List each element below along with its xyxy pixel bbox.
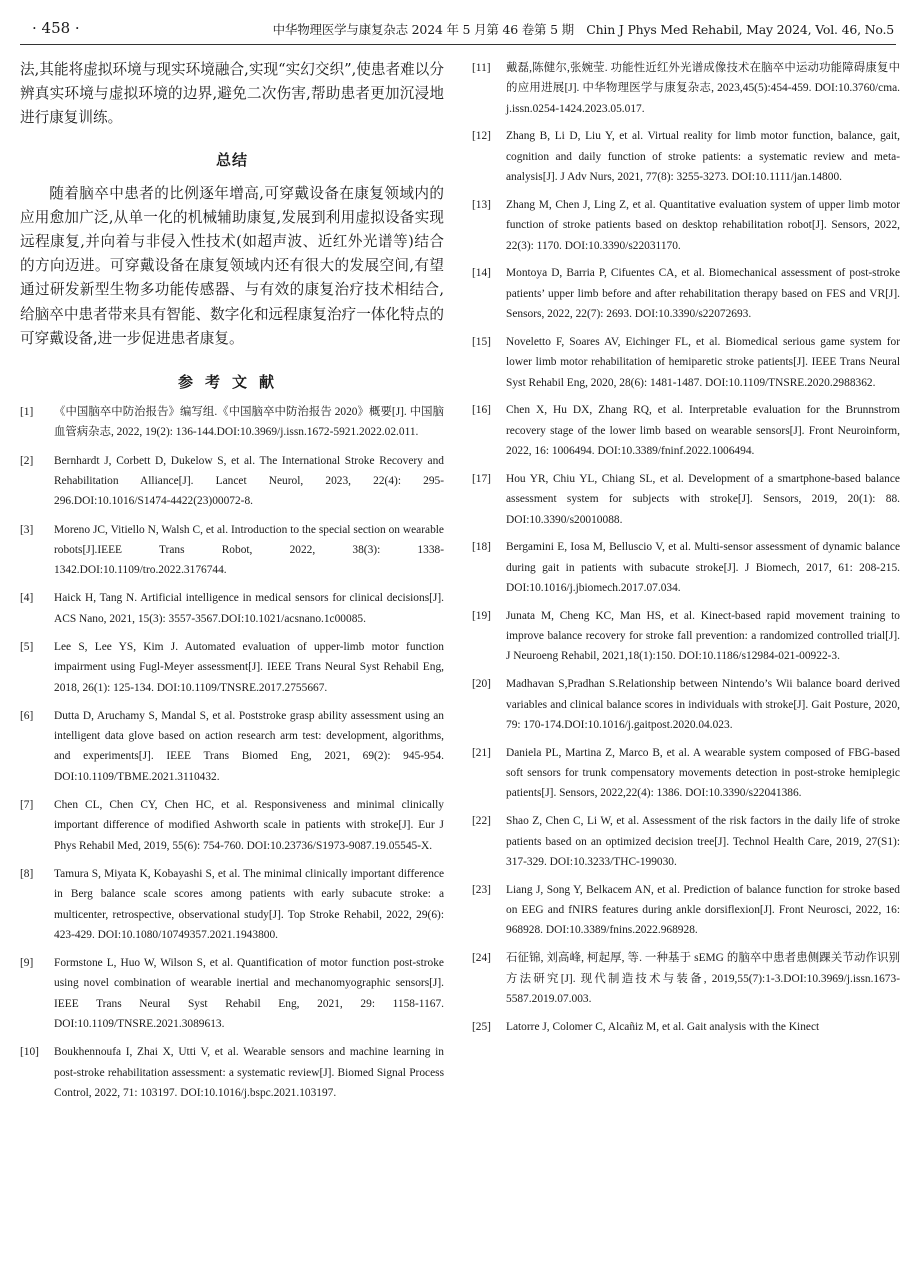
references-heading: 参考文献	[177, 373, 286, 392]
summary-paragraph: 随着脑卒中患者的比例逐年增高,可穿戴设备在康复领域内的应用愈加广泛,从单一化的机械辅助康复,发展到利用虚拟设备实现远程康复,并向着与非侵入性技术(如超声波、近红外光谱等)结合的方向迈进。可穿戴设备在康复领域内还有很大的发展空间,有望通过研发新型生物多功能传感器、与有效的康复治疗技术相结合,给脑卒中患者带来具有智能、数字化和远程康复治疗一体化特点的可穿戴设备,进一步促进患者康复。	[20, 184, 444, 347]
reference-number: [20]	[472, 678, 491, 691]
reference-text: Zhang B, Li D, Liu Y, et al. Virtual reality for limb motor function, balance, gait, cognition and daily function of stroke patients: a systematic review and meta-analysis[J]. J Adv Nurs, 2021, 77(8): 3255-3273. DOI:10.1111/jan.14800.	[506, 130, 900, 184]
reference-item	[472, 743, 900, 804]
reference-text: Liang J, Song Y, Belkacem AN, et al. Prediction of balance function for stroke based on EEG and fNIRS features during ankle dorsiflexion[J]. Front Neurosci, 2022, 16: 968928. DOI:10.3389/fnins.2022.968928.	[506, 883, 900, 937]
reference-item	[20, 706, 444, 787]
reference-item	[20, 588, 444, 629]
reference-text: 石征锦, 刘高峰, 柯起厚, 等. 一种基于 sEMG 的脑卒中患者患侧踝关节动作识别方法研究[J]. 现代制造技术与装备, 2019,55(7):1-3.DOI:10.3969/j.issn.1673-5587.2019.07.003.	[506, 952, 900, 1005]
reference-item	[472, 880, 900, 941]
reference-number: [2]	[20, 454, 34, 467]
reference-list-left	[20, 402, 444, 1103]
reference-text: Hou YR, Chiu YL, Chiang SL, et al. Development of a smartphone-based balance assessment system for subjects with stroke[J]. Sensors, 2019, 20(1): 88. DOI:10.3390/s20010088.	[506, 472, 900, 526]
reference-item	[472, 1017, 900, 1037]
reference-number: [19]	[472, 609, 491, 622]
reference-number: [16]	[472, 404, 491, 417]
reference-text: Shao Z, Chen C, Li W, et al. Assessment of the risk factors in the daily life of stroke patients based on an optimized decision tree[J]. Technol Health Care, 2019, 27(S1): 317-329. DOI:10.3233/THC-199030.	[506, 815, 900, 868]
reference-item	[472, 126, 900, 187]
reference-number: [15]	[472, 335, 491, 348]
reference-number: [17]	[472, 472, 491, 485]
reference-number: [5]	[20, 641, 34, 653]
reference-number: [12]	[472, 130, 491, 143]
reference-number: [14]	[472, 267, 491, 280]
reference-item	[20, 520, 444, 581]
reference-number: [21]	[472, 746, 491, 759]
reference-item	[20, 795, 444, 856]
reference-item	[20, 637, 444, 698]
reference-text: 《中国脑卒中防治报告》编写组.《中国脑卒中防治报告 2020》概要[J]. 中国脑血管病杂志, 2022, 19(2): 136-144.DOI:10.3969/j.issn.1672-5921.2022.02.011.	[54, 406, 444, 439]
reference-item	[472, 674, 900, 735]
reference-number: [3]	[20, 523, 34, 536]
right-column	[472, 58, 900, 1045]
reference-text: Lee S, Lee YS, Kim J. Automated evaluation of upper-limb motor function impairment using Fugl-Meyer assessment[J]. IEEE Trans Neural Syst Rehabil Eng, 2018, 26(1): 125-134. DOI:10.1109/TNSRE.2017.2755667.	[54, 641, 444, 694]
page-number: · 458 ·	[32, 19, 80, 37]
reference-text: Junata M, Cheng KC, Man HS, et al. Kinect-based rapid movement training to improve balance recovery for stroke fall prevention: a randomized controlled trial[J]. J Neuroeng Rehabil, 2021,18(1):150. DOI:10.1186/s12984-021-00922-3.	[506, 609, 900, 663]
reference-text: Latorre J, Colomer C, Alcañiz M, et al. Gait analysis with the Kinect	[506, 1020, 820, 1033]
left-column	[20, 58, 444, 1111]
reference-number: [24]	[472, 952, 491, 965]
reference-text: Dutta D, Aruchamy S, Mandal S, et al. Poststroke grasp ability assessment using an intelligent data glove based on action research arm test: development, algorithms, and experiments[J]. IEEE Trans Biomed Eng, 2021, 69(2): 945-954. DOI:10.1109/TBME.2021.3110432.	[54, 709, 444, 783]
reference-text: Noveletto F, Soares AV, Eichinger FL, et al. Biomedical serious game system for lower limb motor rehabilitation of hemiparetic stroke patients[J]. IEEE Trans Neural Syst Rehabil Eng, 2020, 28(6): 1481-1487. DOI:10.1109/TNSRE.2020.2988362.	[506, 335, 900, 389]
reference-item	[472, 58, 900, 119]
reference-text: Daniela PL, Martina Z, Marco B, et al. A wearable system composed of FBG-based soft sensors for trunk compensatory movements detection in post-stroke hemiplegic patients[J]. Sensors, 2022,22(4): 1386. DOI:10.3390/s22041386.	[506, 746, 900, 800]
reference-number: [11]	[472, 62, 491, 74]
page-header	[20, 10, 896, 45]
reference-item	[20, 451, 444, 512]
reference-item	[472, 537, 900, 598]
reference-list-right	[472, 58, 900, 1037]
reference-text: Montoya D, Barria P, Cifuentes CA, et al. Biomechanical assessment of post-stroke patients’ upper limb before and after rehabilitation therapy based on FES and VR[J]. Sensors, 2022, 22(7): 2693. DOI:10.3390/s22072693.	[506, 267, 900, 321]
reference-text: 戴磊,陈健尔,张婉莹. 功能性近红外光谱成像技术在脑卒中运动功能障碍康复中的应用进展[J]. 中华物理医学与康复杂志, 2023,45(5):454-459. DOI:10.3760/cma. j.issn.0254-1424.2023.05.017.	[506, 62, 900, 115]
reference-item	[472, 400, 900, 461]
reference-number: [9]	[20, 957, 34, 970]
reference-text: Moreno JC, Vitiello N, Walsh C, et al. Introduction to the special section on wearable robots[J].IEEE Trans Robot, 2022, 38(3): 1338-1342.DOI:10.1109/tro.2022.3176744.	[54, 523, 444, 577]
reference-item	[472, 469, 900, 530]
reference-item	[472, 606, 900, 667]
reference-number: [25]	[472, 1020, 491, 1033]
reference-text: Tamura S, Miyata K, Kobayashi S, et al. The minimal clinically important difference in Berg balance scale scores among patients with early subacute stroke: a multicenter, retrospective, observational study[J]. Top Stroke Rehabil, 2022, 29(6): 423-429. DOI:10.1080/10749357.2021.1943800.	[54, 867, 444, 941]
reference-item	[20, 864, 444, 945]
reference-number: [1]	[20, 406, 34, 419]
reference-text: Bernhardt J, Corbett D, Dukelow S, et al. The International Stroke Recovery and Rehabilitation Alliance[J]. Lancet Neurol, 2023, 22(4): 295-296.DOI:10.1016/S1474-4422(23)00072-8.	[54, 454, 444, 508]
reference-text: Chen X, Hu DX, Zhang RQ, et al. Interpretable evaluation for the Brunnstrom recovery stage of the lower limb based on wearable sensors[J]. Front Neuroinform, 2022, 16: 1006494. DOI:10.3389/fninf.2022.1006494.	[506, 404, 900, 458]
reference-text: Formstone L, Huo W, Wilson S, et al. Quantification of motor function post-stroke using novel combination of wearable inertial and mechanomyographic sensors[J]. IEEE Trans Neural Syst Rehabil Eng, 2021, 29: 1158-1167. DOI:10.1109/TNSRE.2021.3089613.	[54, 957, 444, 1031]
journal-running-head: 中华物理医学与康复杂志 2024 年 5 月第 46 卷第 5 期 Chin J Phys Med Rehabil, May 2024, Vol. 46, No.5	[272, 22, 894, 37]
reference-text: Haick H, Tang N. Artificial intelligence in medical sensors for clinical decisions[J]. ACS Nano, 2021, 15(3): 3557-3567.DOI:10.1021/acsnano.1c00085.	[54, 592, 444, 625]
reference-number: [13]	[472, 198, 491, 211]
reference-number: [18]	[472, 541, 491, 554]
reference-text: Bergamini E, Iosa M, Belluscio V, et al. Multi-sensor assessment of dynamic balance during gait in patients with subacute stroke[J]. J Biomech, 2017, 61: 208-215. DOI:10.1016/j.jbiomech.2017.07.034.	[506, 541, 900, 594]
reference-number: [4]	[20, 592, 34, 605]
reference-text: Zhang M, Chen J, Ling Z, et al. Quantitative evaluation system of upper limb motor function of stroke patients based on desktop rehabilitation robot[J]. Sensors, 2022, 22(3): 1170. DOI:10.3390/s22031170.	[506, 198, 900, 252]
reference-item	[20, 1042, 444, 1103]
reference-item	[472, 195, 900, 256]
reference-item	[20, 402, 444, 443]
reference-item	[20, 953, 444, 1034]
reference-text: Madhavan S,Pradhan S.Relationship between Nintendo’s Wii balance board derived variables and clinical balance scores in individuals with stroke[J]. Gait Posture, 2020, 79: 170-174.DOI:10.1016/j.gaitpost.2020.04.023.	[506, 678, 900, 731]
reference-text: Chen CL, Chen CY, Chen HC, et al. Responsiveness and minimal clinically important difference of modified Ashworth scale in patients with stroke[J]. Eur J Phys Rehabil Med, 2019, 55(6): 754-760. DOI:10.23736/S1973-9087.19.05545-X.	[54, 799, 444, 852]
reference-item	[472, 263, 900, 324]
reference-item	[472, 948, 900, 1009]
summary-heading: 总结	[215, 150, 248, 169]
reference-item	[472, 811, 900, 872]
intro-paragraph: 法,其能将虚拟环境与现实环境融合,实现“实幻交织”,使患者难以分辨真实环境与虚拟环境的边界,避免二次伤害,帮助患者更加沉浸地进行康复训练。	[20, 61, 444, 127]
reference-number: [6]	[20, 709, 34, 722]
reference-number: [7]	[20, 799, 34, 812]
reference-number: [23]	[472, 883, 491, 896]
reference-text: Boukhennoufa I, Zhai X, Utti V, et al. Wearable sensors and machine learning in post-stroke rehabilitation assessment: a systematic review[J]. Biomed Signal Process Control, 2022, 71: 103197. DOI:10.1016/j.bspc.2021.103197.	[54, 1046, 444, 1099]
reference-number: [10]	[20, 1046, 39, 1059]
reference-number: [22]	[472, 815, 491, 828]
reference-item	[472, 332, 900, 393]
reference-number: [8]	[20, 867, 34, 880]
